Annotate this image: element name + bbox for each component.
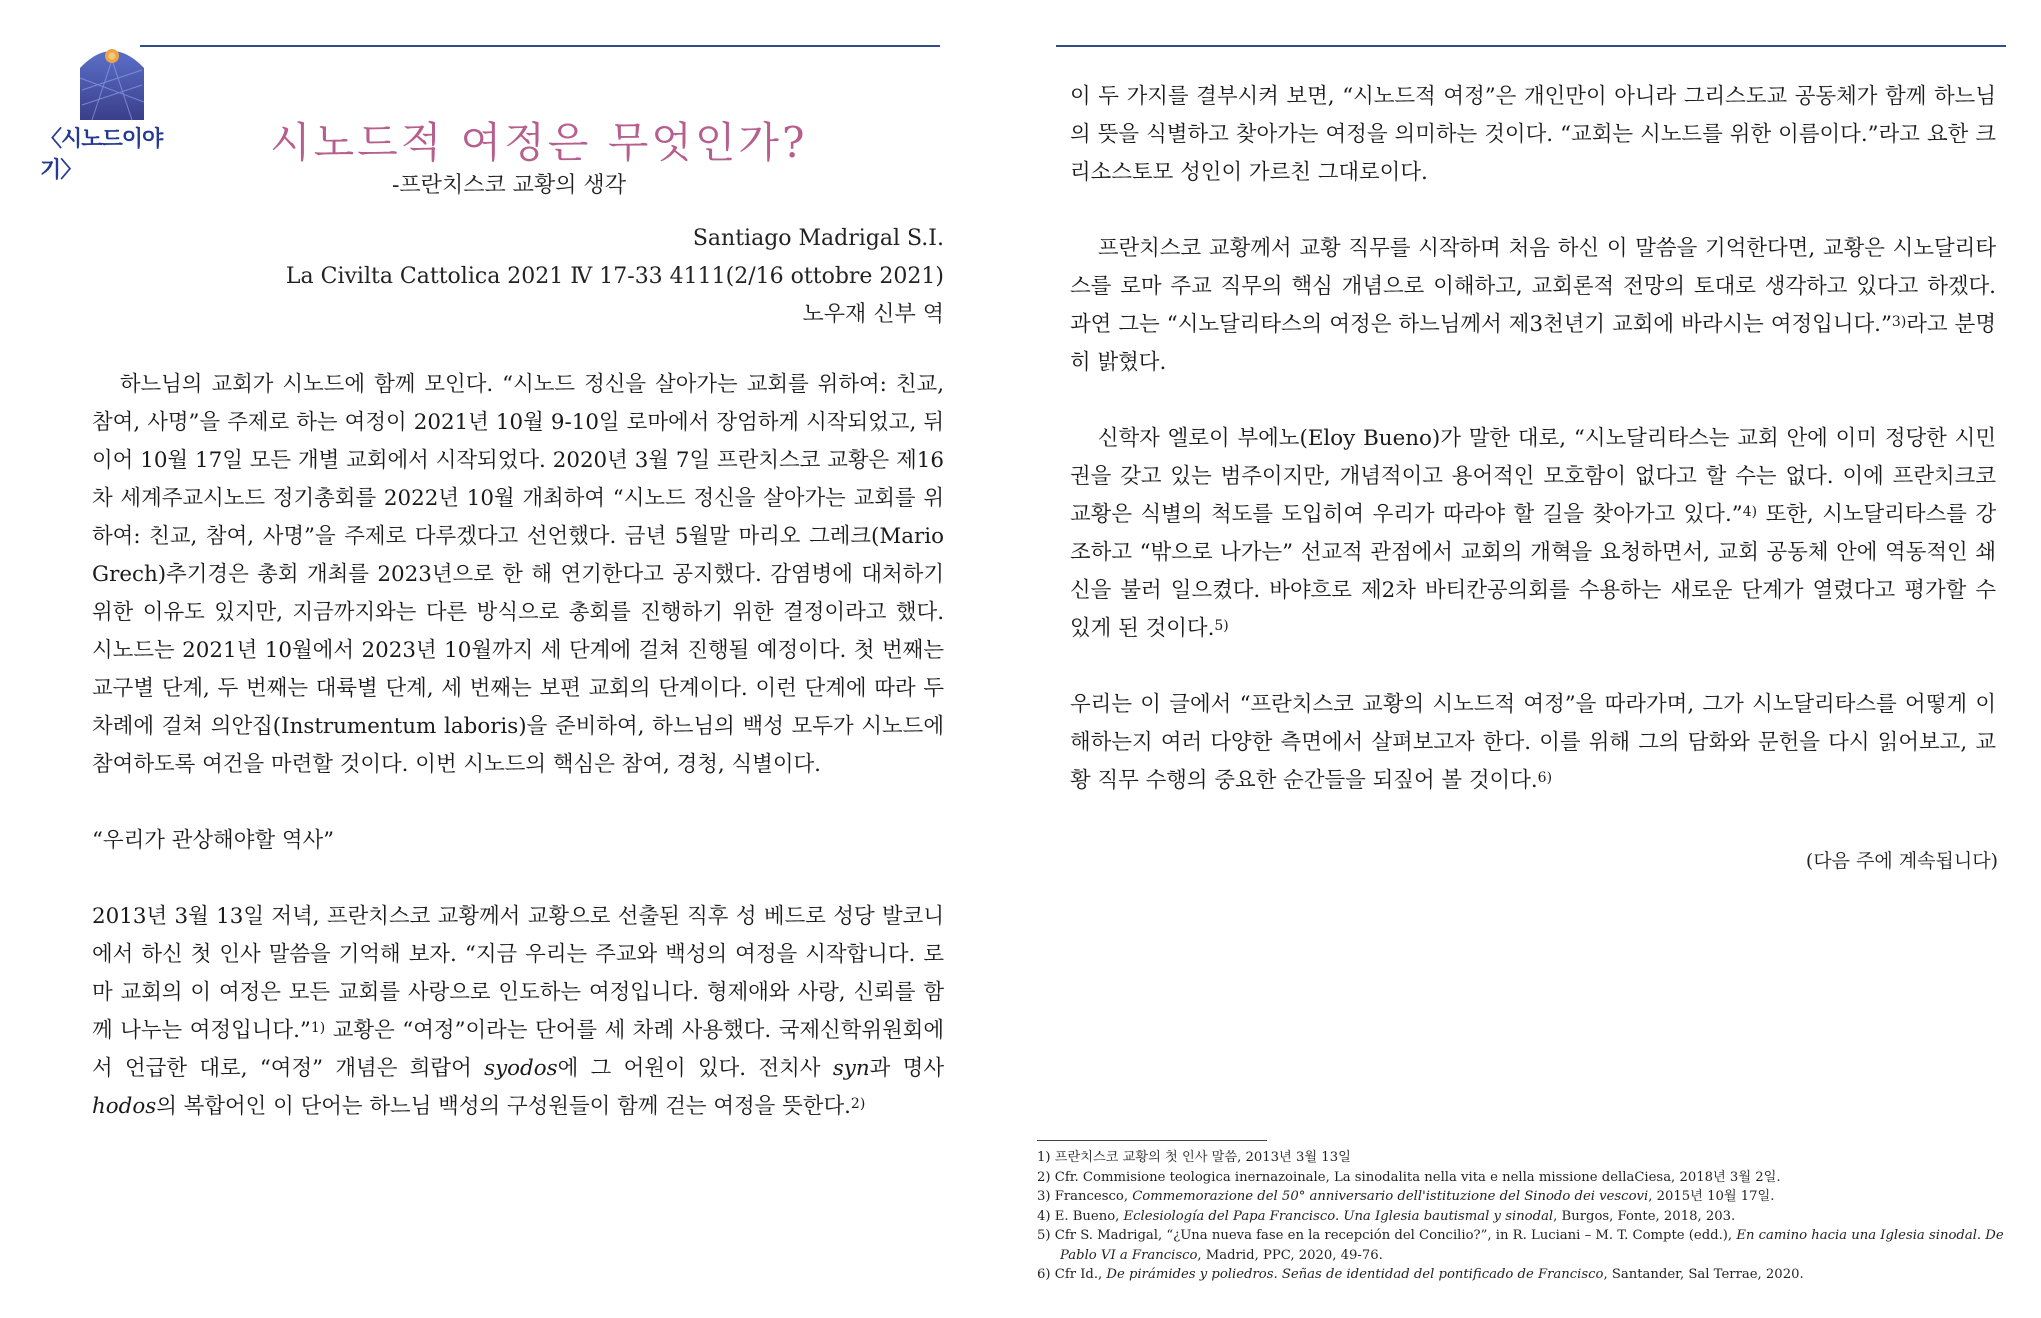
paragraph-4: 우리는 이 글에서 “프란치스코 교황의 시노드적 여정”을 따라가며, 그가 시노달리타스를 어떻게 이해하는지 여러 다양한 측면에서 살펴보고자 한다. 이를 위해 그의 담화와 문헌을 다시 읽어보고, 교황 직무 수행의 중요한 순간들을 되짚어 볼 것이다.$^{6)}$ [1070, 692, 1996, 793]
footnote-ref-5: 5) [1214, 618, 1229, 634]
right-page [1021, 0, 2041, 1318]
history-paragraph: 2013년 3월 13일 저녁, 프란치스코 교황께서 교황으로 선출된 직후 성 베드로 성당 발코니에서 하신 첫 인사 말씀을 기억해 보자. “지금 우리는 주교와 백성의 여정을 시작합니다. 로마 교회의 이 여정은 모든 교회를 사랑으로 인도하는 여정입니다. 형제애와 사랑, 신뢰를 함께 나누는 여정입니다.”$^{1)}$ 교황은 “여정”이라는 단어를 세 차례 사용했다. 국제신학위원회에서 언급한 대로, “여정” 개념은 희랍어 syodos에 그 어원이 있다. 전치사 syn과 명사 hodos의 복합어인 이 단어는 하느님 백성의 구성원들이 함께 걷는 여정을 뜻한다.$^{2)}$ [92, 904, 945, 1119]
left-page [0, 0, 1020, 1318]
footnote-6: 6) Cfr Id., De pirámides y poliedros. Señas de identidad del pontificado de Francisco, Santander, Sal Terrae, 2020. [1037, 1267, 1804, 1282]
byline [286, 220, 944, 334]
section-heading: “우리가 관상해야할 역사” [92, 828, 335, 853]
continued-note: (다음 주에 계속됩니다) [1805, 850, 1998, 872]
right-body [1070, 78, 1996, 800]
header-rule [140, 45, 940, 47]
intro-paragraph: 하느님의 교회가 시노드에 함께 모인다. “시노드 정신을 살아가는 교회를 위하여: 친교, 참여, 사명”을 주제로 하는 여정이 2021년 10월 9-10일 로마에서 장엄하게 시작되었고, 뒤이어 10월 17일 모든 개별 교회에서 시작되었다. 2020년 3월 7일 프란치스코 교황은 제16차 세계주교시노드 정기총회를 2022년 10월 개최하여 “시노드 정신을 살아가는 교회를 위하여: 친교, 참여, 사명”을 주제로 다루겠다고 선언했다. 금년 5월말 마리오 그레크(Mario Grech)추기경은 총회 개최를 2023년으로 한 해 연기한다고 공지했다. 감염병에 대처하기 위한 이유도 있지만, 지금까지와는 다른 방식으로 총회를 진행하기 위한 결정이라고 했다. 시노드는 2021년 10월에서 2023년 10월까지 세 단계에 걸쳐 진행될 예정이다. 첫 번째는 교구별 단계, 두 번째는 대륙별 단계, 세 번째는 보편 교회의 단계이다. 이런 단계에 따라 두 차례에 걸쳐 의안집(Instrumentum laboris)을 준비하여, 하느님의 백성 모두가 시노드에 참여하도록 여건을 마련할 것이다. 이번 시노드의 핵심은 참여, 경청, 식별이다. [92, 372, 944, 777]
paragraph-3: 신학자 엘로이 부에노(Eloy Bueno)가 말한 대로, “시노달리타스는 교회 안에 이미 정당한 시민권을 갖고 있는 범주이지만, 개념적이고 용어적인 모호함이 없다고 할 수는 없다. 이에 프란치크코 교황은 식별의 척도를 도입히여 우리가 따라야 할 길을 찾아가고 있다.”$^{4)}$ 또한, 시노달리타스를 강조하고 “밖으로 나가는” 선교적 관점에서 교회의 개혁을 요청하면서, 교회 공동체 안에 역동적인 쇄신을 불러 일으켰다. 바야흐로 제2차 바티칸공의회를 수용하는 새로운 단계가 열렸다고 평가할 수 있게 된 것이다.$^{5)}$ [1070, 426, 1996, 641]
footnote-ref-1: 1) [310, 1020, 326, 1036]
header-rule [1056, 45, 2006, 47]
left-body [92, 366, 944, 1126]
footnote-ref-6: 6) [1537, 770, 1553, 786]
paragraph-1: 이 두 가지를 결부시켜 보면, “시노드적 여정”은 개인만이 아니라 그리스도교 공동체가 함께 하느님의 뜻을 식별하고 찾아가는 여정을 의미하는 것이다. “교회는 시노드를 위한 이름이다.”라고 요한 크리소스토모 성인이 가르친 그대로이다. [1070, 84, 1996, 185]
article-title: 시노드적 여정은 무엇인가? [270, 118, 808, 167]
footnote-ref-4: 4) [1742, 504, 1758, 520]
footnote-1: 1) 프란치스코 교황의 첫 인사 말씀, 2013년 3월 13일 [1037, 1150, 1351, 1165]
footnote-ref-3: 3) [1891, 314, 1907, 330]
author: Santiago Madrigal S.I. [692, 226, 944, 251]
translator: 노우재 신부 역 [802, 302, 944, 327]
paragraph-2: 프란치스코 교황께서 교황 직무를 시작하며 처음 하신 이 말씀을 기억한다면, 교황은 시노달리타스를 로마 주교 직무의 핵심 개념으로 이해하고, 교회론적 전망의 토대로 생각하고 있다고 하겠다. 과연 그는 “시노달리타스의 여정은 하느님께서 제3천년기 교회에 바라시는 여정입니다.”$^{3)}$라고 분명히 밝혔다. [1070, 236, 1997, 375]
footnotes [1037, 1148, 2027, 1285]
source-citation: La Civilta Cattolica 2021 Ⅳ 17-33 4111(2/16 ottobre 2021) [285, 264, 944, 289]
synod-logo-icon [72, 40, 152, 120]
footnote-2: 2) Cfr. Commisione teologica inernazoinale, La sinodalita nella vita e nella missione dellaCiesa, 2018년 3월 2일. [1037, 1169, 1781, 1185]
logo-text: 〈시노드이야기〉 [40, 127, 163, 183]
article-subtitle: -프란치스코 교황의 생각 [392, 173, 626, 198]
footnote-ref-2: 2) [850, 1096, 866, 1112]
footnote-5: 5) Cfr S. Madrigal, “¿Una nueva fase en la recepción del Concilio?”, in R. Luciani – M. T. Compte (edd.), En camino hacia una Iglesia sinodal. De Pablo VI a Francisco, Madrid, PPC, 2020, 49-76. [1037, 1228, 2004, 1263]
footnote-rule [1037, 1140, 1267, 1141]
footnote-3: 3) Francesco, Commemorazione del 50° anniversario dell'istituzione del Sinodo dei vescovi, 2015년 10월 17일. [1037, 1189, 1775, 1204]
footnote-4: 4) E. Bueno, Eclesiología del Papa Francisco. Una Iglesia bautismal y sinodal, Burgos, Fonte, 2018, 203. [1037, 1208, 1736, 1224]
